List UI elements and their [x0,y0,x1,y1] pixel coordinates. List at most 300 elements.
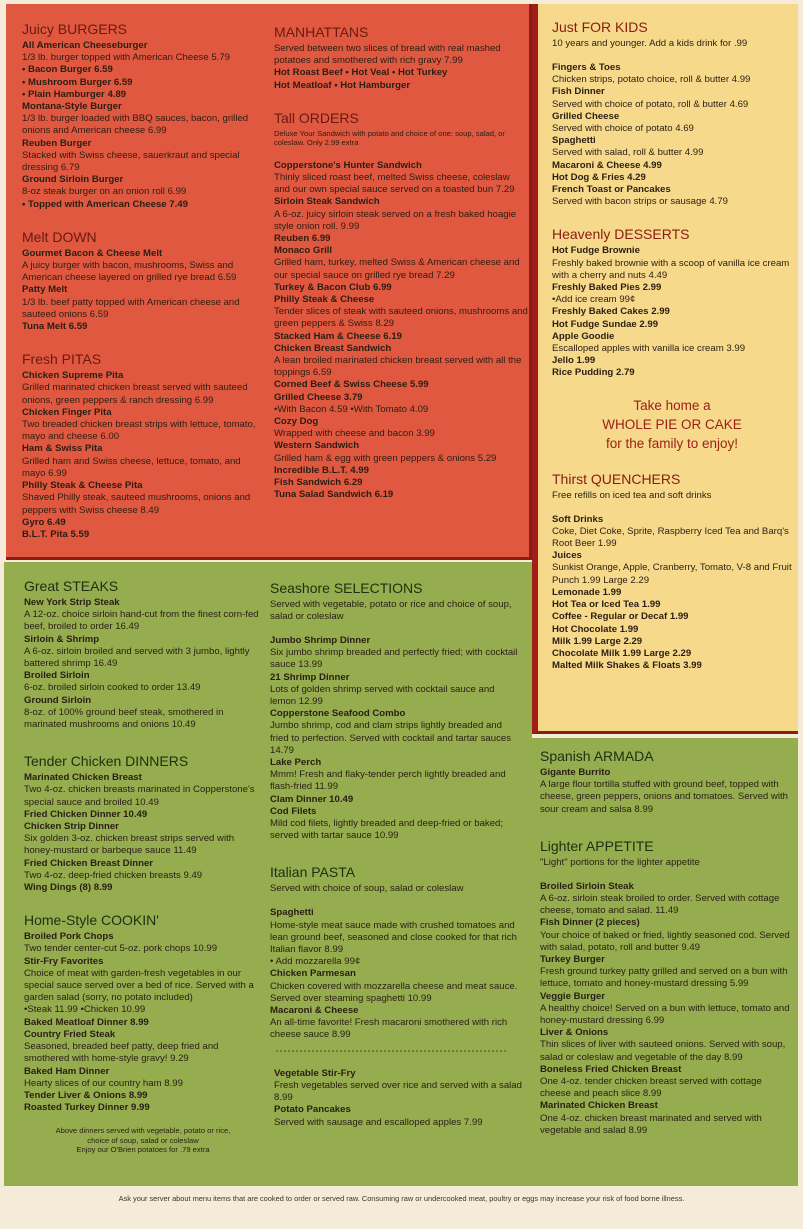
menu-item-description: Hearty slices of our country ham 8.99 [24,1077,183,1089]
menu-item-name: Philly Steak & Cheese [274,294,375,306]
lighter-note: "Light" portions for the lighter appetite [540,856,700,868]
section-title: MANHATTANS [274,24,369,40]
section-great-steaks [24,578,262,731]
menu-item-name: Broiled Sirloin [24,670,90,682]
menu-item-name: Tuna Salad Sandwich 6.19 [274,489,394,501]
menu-item [24,821,262,858]
menu-item-name: Jello 1.99 [552,355,596,367]
section-heavenly-desserts [552,226,792,452]
menu-item [22,174,262,198]
lighter-list [540,881,790,1137]
menu-item-description: Two breaded chicken breast strips with lettuce, tomato, mayo and cheese 6.00 [22,419,256,443]
section-melt-down [22,229,262,333]
menu-item [552,172,792,184]
menu-item [552,355,792,367]
menu-item-name: Chicken Finger Pita [22,406,112,418]
menu-item-name: Fried Chicken Breast Dinner [24,857,154,869]
section-spanish-armada [540,748,790,816]
take-home-promo [552,396,792,453]
menu-item [552,86,792,110]
menu-item [24,1102,262,1114]
section-juicy-burgers [22,21,262,211]
menu-item-name: Fried Chicken Dinner 10.49 [24,808,148,820]
menu-item [274,465,528,477]
menu-item [24,809,262,821]
burger-list [22,40,262,211]
menu-item-name: Malted Milk Shakes & Floats 3.99 [552,660,702,672]
menu-item-description: Escalloped apples with vanilla ice cream 3.99 [552,343,746,355]
menu-item [274,1104,522,1128]
dotted-divider [276,1050,506,1052]
menu-item-name: Corned Beef & Swiss Cheese 5.99 [274,379,429,391]
menu-item-name: Freshly Baked Pies 2.99 [552,282,662,294]
section-title: Home-Style COOKIN' [24,912,159,929]
seashore-list [270,635,522,842]
menu-item-name: New York Strip Steak [24,597,120,608]
pasta-list [270,907,522,1041]
menu-item-description: Chicken covered with mozzarella cheese and meat sauce. Served over steaming spaghetti 10.99 [270,980,518,1004]
menu-item [274,392,528,416]
menu-item-name: Fish Sandwich 6.29 [274,477,363,489]
menu-item-name: Chicken Breast Sandwich [274,342,392,354]
menu-item-name: Hot Chocolate 1.99 [552,623,639,635]
section-title: Tender Chicken DINNERS [24,753,189,770]
menu-item-name: Marinated Chicken Breast [540,1100,658,1112]
menu-item [552,636,792,648]
menu-item-description: A 6-oz. juicy sirloin steak served on a fresh baked hoagie style onion roll. 9.99 [274,208,517,232]
menu-item-name: Patty Melt [22,284,68,296]
menu-item-name: Ground Sirloin [24,694,92,706]
menu-item [22,480,262,517]
menu-item-name: Grilled Cheese [552,110,620,122]
menu-item-description: Choice of meat with garden-fresh vegetables in our special sauce served over a bed of rice. Served with a garden salad (sorry, no potato included) [24,967,254,1004]
menu-item-name: Spaghetti [552,135,596,147]
menu-item [22,407,262,444]
menu-item [24,1017,262,1029]
section-title: Fresh PITAS [22,351,102,368]
menu-item-description: Grilled marinated chicken breast served with sauteed onions, green peppers & ranch dressing 6.99 [22,382,248,406]
menu-item-name: Ground Sirloin Burger [22,174,124,186]
menu-item [22,517,262,529]
menu-item-name: Juices [552,550,582,562]
menu-item-name: 21 Shrimp Dinner [270,671,350,683]
menu-item-description: Wrapped with cheese and bacon 3.99 [274,428,435,440]
menu-item-name: Hot Fudge Brownie [552,245,640,257]
menu-item-description: A lean broiled marinated chicken breast served with all the toppings 6.59 [274,355,522,379]
menu-item-name: Tuna Melt 6.59 [22,321,88,333]
menu-item-name: Copperstone Seafood Combo [270,708,406,720]
menu-item-name: Montana-Style Burger [22,101,122,113]
menu-item-name: Vegetable Stir-Fry [274,1067,356,1079]
menu-item-name: Soft Drinks [552,513,604,525]
menu-item-name: Philly Steak & Cheese Pita [22,480,143,492]
menu-item-name: Hot Tea or Iced Tea 1.99 [552,599,661,611]
left-top-column [22,21,262,541]
menu-item-name: Fingers & Toes [552,62,621,73]
menu-item-name: Baked Meatloaf Dinner 8.99 [24,1016,149,1028]
menu-item [22,89,262,101]
menu-item [552,331,792,355]
thirst-note: Free refills on iced tea and soft drinks [552,489,712,501]
pasta-note: Served with choice of soup, salad or coleslaw [270,883,464,895]
menu-item [552,62,792,86]
menu-item [552,319,792,331]
section-italian-pasta [270,864,522,1128]
menu-item-description: A healthy choice! Served on a bun with lettuce, tomato and honey-mustard dressing 6.99 [540,1002,790,1027]
menu-item-description: 8-oz steak burger on an onion roll 6.99 [22,186,187,198]
section-tall-orders [274,110,528,502]
menu-item-name: Potato Pancakes [274,1104,351,1116]
menu-item [270,708,522,757]
menu-item [24,772,262,809]
menu-item [24,695,262,732]
menu-item-name: Apple Goodie [552,330,615,342]
menu-item-description: Six golden 3-oz. chicken breast strips served with honey-mustard or barbeque sauce 11.49 [24,833,235,857]
menu-item-name: Spaghetti [270,907,314,919]
menu-item [552,624,792,636]
menu-item [274,245,528,282]
manhattans-line-1: Hot Roast Beef • Hot Veal • Hot Turkey [274,67,448,79]
menu-item-description: • Add mozzarella 99¢ [270,956,361,968]
menu-item [270,968,522,1005]
armada-list [540,767,790,816]
left-bottom-column [24,578,262,1155]
menu-item-description: Two 4-oz. deep-fried chicken breasts 9.49 [24,869,203,881]
menu-item [22,40,262,64]
section-title: Seashore SELECTIONS [270,580,423,596]
section-title: Melt DOWN [22,228,97,245]
melt-list [22,248,262,333]
menu-item [274,477,528,489]
menu-item [22,443,262,480]
menu-item [552,111,792,135]
menu-item-name: Boneless Fried Chicken Breast [540,1063,682,1075]
menu-item-description: Shaved Philly steak, sauteed mushrooms, onions and peppers with Swiss cheese 8.49 [22,492,251,516]
menu-item-description: A juicy burger with bacon, mushrooms, Swiss and American cheese layered on grilled rye bread 6.59 [22,260,237,284]
menu-item [552,184,792,208]
menu-item [24,956,262,1005]
menu-item-name: Turkey Burger [540,954,605,966]
menu-item [540,954,790,991]
menu-item-description: Fresh vegetables served over rice and served with a salad 8.99 [274,1079,522,1104]
menu-item-name: Ham & Swiss Pita [22,443,103,455]
menu-item [540,991,790,1028]
menu-item [540,767,790,816]
menu-item [274,160,528,197]
menu-item-name: Macaroni & Cheese [270,1005,359,1017]
menu-item [540,881,790,918]
menu-item [552,648,792,660]
menu-item [22,138,262,175]
menu-item-name: Sirloin & Shrimp [24,633,100,645]
menu-item-name: • Plain Hamburger 4.89 [22,88,127,100]
menu-item-name: Fish Dinner (2 pieces) [540,917,640,929]
menu-item [24,1090,262,1102]
menu-item [22,529,262,541]
promo-line-2: WHOLE PIE OR CAKE [602,416,742,432]
menu-item [24,858,262,882]
section-lighter-appetite [540,838,790,1137]
footnote-line-1: Above dinners served with vegetable, potato or rice, [55,1126,231,1136]
menu-item [270,1005,522,1042]
menu-item-description: Served with bacon strips or sausage 4.79 [552,196,728,208]
menu-item-description: Served with salad, roll & butter 4.99 [552,147,704,159]
menu-item-name: Broiled Sirloin Steak [540,880,634,892]
menu-item [552,550,792,587]
menu-item-description: A large flour tortilla stuffed with ground beef, topped with cheese, green peppers, onions and tomatoes. Served with sour cream and salsa 8.99 [540,779,788,815]
menu-item-description: Two tender center-cut 5-oz. pork chops 10.99 [24,943,218,955]
menu-item-description: •Steak 11.99 •Chicken 10.99 [24,1004,146,1016]
menu-item-description: Mmm! Fresh and flaky-tender perch lightly breaded and flash-fried 11.99 [270,769,506,793]
right-bottom-column [540,748,790,1137]
menu-item [270,806,522,843]
menu-item-name: Chicken Strip Dinner [24,821,119,833]
menu-item [274,331,528,343]
section-just-for-kids [552,19,792,208]
menu-item [274,379,528,391]
menu-item [552,282,792,306]
menu-item-description: Served with choice of potato 4.69 [552,123,694,135]
menu-item [274,233,528,245]
menu-item-name: Lemonade 1.99 [552,586,622,598]
menu-item [24,634,262,671]
menu-item-name: All American Cheeseburger [22,40,148,51]
manhattans-desc: Served between two slices of bread with real mashed potatoes and smothered with rich gravy 7.99 [274,43,501,67]
menu-item [540,1027,790,1064]
menu-item-name: Monaco Grill [274,245,333,257]
menu-item-name: Tender Liver & Onions 8.99 [24,1089,148,1101]
promo-line-3: for the family to enjoy! [605,435,739,451]
menu-item-description: Freshly baked brownie with a scoop of vanilla ice cream with a cherry and nuts 4.49 [552,257,790,281]
menu-item-description: Fresh ground turkey patty grilled and served on a bun with lettuce, tomato and honey-mustard dressing 5.99 [540,966,788,990]
menu-item [22,284,262,321]
menu-item [540,917,790,954]
menu-item-description: Served with choice of potato, roll & butter 4.69 [552,98,749,110]
menu-item-description: 1/3 lb. burger topped with American Cheese 5.79 [22,52,230,64]
seashore-note: Served with vegetable, potato or rice and choice of soup, salad or coleslaw [270,599,512,622]
menu-item [24,1029,262,1066]
menu-item [270,672,522,709]
menu-item-description: Thin slices of liver with sauteed onions. Served with soup, salad or coleslaw and vegetable of the day 8.99 [540,1039,786,1063]
menu-item-name: • Mushroom Burger 6.59 [22,76,133,88]
menu-item [24,1004,262,1016]
menu-item-name: Milk 1.99 Large 2.29 [552,635,643,647]
section-title: Italian PASTA [270,864,356,881]
menu-item-name: Freshly Baked Cakes 2.99 [552,306,670,318]
menu-item [552,160,792,172]
right-top-column [552,19,792,672]
section-title: Thirst QUENCHERS [552,470,681,487]
menu-item [270,635,522,672]
menu-item-name: Gyro 6.49 [22,516,66,528]
menu-item [270,956,522,968]
menu-item [24,931,262,955]
menu-item-description: 1/3 lb. burger loaded with BBQ sauces, bacon, grilled onions and American cheese 6.99 [22,113,249,137]
menu-item-description: Served with sausage and escalloped apples 7.99 [274,1116,483,1128]
middle-bottom-column [270,580,522,1129]
menu-item-description: 6-oz. broiled sirloin cooked to order 13.49 [24,682,201,694]
menu-item [552,599,792,611]
menu-item-description: Jumbo shrimp, cod and clam strips lightly breaded and fried to perfection. Served with cocktail and tartar sauces 14.79 [270,720,512,756]
menu-item-name: Veggie Burger [540,990,606,1002]
menu-item-name: Lake Perch [270,757,322,769]
menu-item-name: Roasted Turkey Dinner 9.99 [24,1102,150,1114]
kids-note: 10 years and younger. Add a kids drink for .99 [552,38,748,49]
menu-item-name: Stacked Ham & Cheese 6.19 [274,330,402,342]
menu-item-description: Grilled ham, turkey, melted Swiss & American cheese and our special sauce on grilled rye bread 7.29 [274,257,520,281]
section-title: Great STEAKS [24,578,119,594]
menu-item-name: Turkey & Bacon Club 6.99 [274,281,392,293]
menu-item-name: Rice Pudding 2.79 [552,367,635,379]
home-style-list [24,931,262,1114]
home-style-footnote [24,1126,262,1155]
menu-item-name: • Topped with American Cheese 7.49 [22,198,188,210]
menu-item [552,611,792,623]
menu-item [540,1100,790,1137]
section-home-style [24,912,262,1155]
menu-item-name: • Bacon Burger 6.59 [22,64,113,76]
menu-item-name: Hot Dog & Fries 4.29 [552,171,646,183]
menu-item-name: Fish Dinner [552,86,605,98]
menu-item-description: Mild cod filets, lightly breaded and deep-fried or baked; served with tartar sauce 10.99 [270,818,504,842]
menu-item [22,370,262,407]
menu-item-name: Western Sandwich [274,440,360,452]
menu-item-name: French Toast or Pancakes [552,184,671,196]
section-title: Tall ORDERS [274,109,359,126]
menu-item-description: An all-time favorite! Fresh macaroni smothered with rich cheese sauce 8.99 [270,1017,508,1041]
menu-item-description: Thinly sliced roast beef, melted Swiss cheese, coleslaw and our own special sauce served on a toasted bun 7.29 [274,172,515,196]
menu-item-description: A 6-oz. sirloin steak broiled to order. Served with cottage cheese, tomato and salad. 11.49 [540,893,780,917]
menu-item [552,660,792,672]
section-title: Heavenly DESSERTS [552,226,690,243]
thirst-list [552,514,792,673]
menu-item-name: Marinated Chicken Breast [24,772,142,784]
menu-item [274,440,528,464]
pita-list [22,370,262,541]
menu-item-name: Hot Fudge Sundae 2.99 [552,318,659,330]
menu-item-name: Stir-Fry Favorites [24,955,104,967]
menu-item-name: Chicken Supreme Pita [22,370,124,382]
menu-item-name: Reuben 6.99 [274,233,331,245]
menu-item-name: B.L.T. Pita 5.59 [22,528,90,540]
menu-item-description: Two 4-oz. chicken breasts marinated in Copperstone's special sauce and broiled 10.49 [24,784,255,808]
menu-item [274,1068,522,1105]
menu-item [22,199,262,211]
menu-item-description: A 6-oz. sirloin broiled and served with 3 jumbo, lightly battered shrimp 16.49 [24,645,250,670]
menu-item-description: Your choice of baked or fried, lightly seasoned cod. Served with salad, potato, roll and butter 9.49 [540,929,790,953]
menu-item [552,367,792,379]
menu-item [22,248,262,285]
menu-item [22,77,262,89]
menu-item [274,294,528,331]
menu-item [22,101,262,138]
manhattans-line-2: Hot Meatloaf • Hot Hamburger [274,79,411,91]
menu-item [552,587,792,599]
section-tender-chicken [24,753,262,894]
menu-item [270,757,522,794]
menu-item-description: A 12-oz. choice sirloin hand-cut from the finest corn-fed beef, broiled to order 16.49 [24,609,259,633]
menu-item [270,794,522,806]
menu-item-description: 1/3 lb. beef patty topped with American cheese and sauteed onions 6.59 [22,296,240,320]
menu-item [274,343,528,380]
menu-item [24,882,262,894]
middle-top-column [274,24,528,502]
menu-item [274,416,528,440]
menu-item-name: Jumbo Shrimp Dinner [270,635,371,646]
menu-item [274,489,528,501]
menu-item-name: Cozy Dog [274,416,319,428]
menu-item-description: Stacked with Swiss cheese, sauerkraut and special dressing 6.79 [22,149,240,174]
menu-item-name: Baked Ham Dinner [24,1065,110,1077]
tall-orders-note: Deluxe Your Sandwich with potato and choice of one: soup, salad, or coleslaw. Only 2.99 extra [274,128,505,148]
menu-item [22,64,262,76]
menu-item-name: Copperstone's Hunter Sandwich [274,159,422,171]
menu-item [274,282,528,294]
menu-item-description: Home-style meat sauce made with crushed tomatoes and lean ground beef, seasoned and close cooked for that rich Italian flavor 8.99 [270,919,517,956]
menu-item-description: Coke, Diet Coke, Sprite, Raspberry Iced Tea and Barq's Root Beer 1.99 [552,525,789,550]
footnote-line-2: choice of soup, salad or coleslaw [87,1135,199,1145]
menu-item-description: One 4-oz. chicken breast marinated and served with vegetable and salad 8.99 [540,1112,762,1136]
section-title: Lighter APPETITE [540,837,654,854]
menu-item [552,245,792,282]
menu-item [274,196,528,233]
menu-item [552,135,792,159]
menu-item-description: Tender slices of steak with sauteed onions, mushrooms and green peppers & Swiss 8.29 [274,306,528,330]
chicken-list [24,772,262,894]
kids-list [552,62,792,208]
menu-item-name: Macaroni & Cheese 4.99 [552,159,662,171]
section-title: Juicy BURGERS [22,21,128,37]
menu-item-description: 8-oz. of 100% ground beef steak, smothered in marinated mushrooms and onions 10.49 [24,706,224,731]
menu-item-description: One 4-oz. tender chicken breast served with cottage cheese and peach slice 8.99 [540,1076,762,1100]
pasta-list-2 [270,1068,522,1129]
menu-item-name: Wing Dings (8) 8.99 [24,882,113,894]
menu-item-name: Reuben Burger [22,137,92,149]
section-seashore [270,580,522,842]
menu-item-description: Six jumbo shrimp breaded and perfectly fried; with cocktail sauce 13.99 [270,647,518,671]
section-thirst-quenchers [552,471,792,673]
menu-item [540,1064,790,1101]
food-safety-disclaimer: Ask your server about menu items that are cooked to order or served raw. Consuming raw or undercooked meat, poultry or eggs may increase your risk of food borne illness. [118,1194,685,1203]
tall-orders-list [274,160,528,502]
menu-item-description: Sunkist Orange, Apple, Cranberry, Tomato, V-8 and Fruit Punch 1.99 Large 2.29 [552,562,792,586]
steaks-list [24,597,262,731]
menu-item-name: Sirloin Steak Sandwich [274,196,380,208]
menu-item-name: Gourmet Bacon & Cheese Melt [22,247,163,259]
menu-item [552,514,792,551]
menu-item-name: Broiled Pork Chops [24,931,114,943]
menu-item-description: Grilled ham & egg with green peppers & onions 5.29 [274,452,497,464]
menu-item-description: Seasoned, breaded beef patty, deep fried and smothered with home-style gravy! 9.29 [24,1041,219,1065]
menu-item-name: Coffee - Regular or Decaf 1.99 [552,611,689,623]
section-fresh-pitas [22,351,262,541]
menu-item [24,1066,262,1090]
menu-item-name: Incredible B.L.T. 4.99 [274,464,369,476]
promo-line-1: Take home a [633,397,711,413]
section-title: Just FOR KIDS [552,19,648,35]
menu-item-name: Liver & Onions [540,1027,609,1039]
menu-item [24,670,262,694]
menu-item [270,907,522,956]
menu-item-name: Grilled Cheese 3.79 [274,391,363,403]
menu-item-name: Clam Dinner 10.49 [270,793,354,805]
section-manhattans [274,24,528,92]
menu-item [552,306,792,318]
menu-item-name: Chocolate Milk 1.99 Large 2.29 [552,647,692,659]
menu-item-description: Grilled ham and Swiss cheese, lettuce, tomato, and mayo 6.99 [22,455,241,479]
menu-item-name: Country Fried Steak [24,1028,116,1040]
menu-item-name: Chicken Parmesan [270,968,356,980]
